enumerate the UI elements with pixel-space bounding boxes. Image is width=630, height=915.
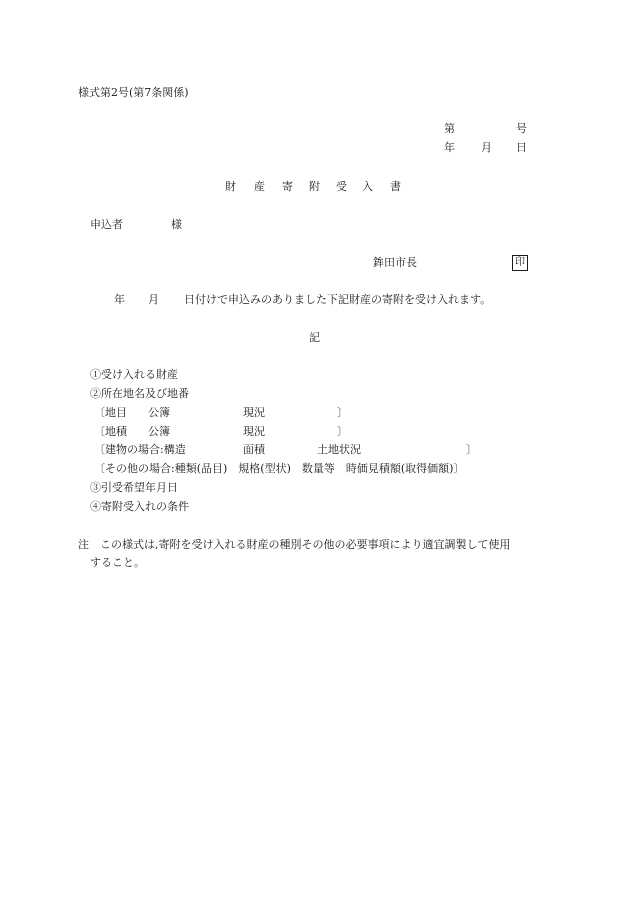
chiseki-kobo: 公簿 [148, 425, 170, 438]
number-go: 号 [516, 122, 527, 135]
note-line-1: 注 この様式は,寄附を受け入れる財産の種別その他の必要事項により適宜調製して使用 [78, 538, 511, 551]
chiseki-open: 〔地積 [94, 425, 127, 438]
tatemono-open: 〔建物の場合:構造 [94, 443, 186, 456]
title-char: 入 [362, 180, 373, 193]
chimoku-kobo: 公簿 [148, 406, 170, 419]
chimoku-genkyo: 現況 [243, 406, 265, 419]
tatemono-close: 〕 [466, 443, 477, 456]
item-4: ④寄附受入れの条件 [90, 500, 189, 513]
applicant-label: 申込者 [90, 218, 123, 231]
tatemono-menseki: 面積 [243, 443, 265, 456]
sonota-line: 〔その他の場合:種類(品目) 規格(型状) 数量等 時価見積額(取得価額)〕 [94, 462, 465, 475]
item-2: ②所在地名及び地番 [90, 387, 189, 400]
chimoku-close: 〕 [337, 406, 348, 419]
title-char: 書 [390, 180, 401, 193]
tatemono-tochi: 土地状況 [317, 443, 361, 456]
title-char: 財 [225, 180, 236, 193]
applicant-sama: 様 [171, 218, 182, 231]
date-month: 月 [481, 141, 492, 154]
date-day: 日 [516, 141, 527, 154]
body-month: 月 [148, 293, 159, 306]
item-1: ①受け入れる財産 [90, 368, 178, 381]
form-number-label: 様式第2号(第7条関係) [78, 86, 189, 99]
item-3: ③引受希望年月日 [90, 481, 178, 494]
title-char: 寄 [282, 180, 293, 193]
chiseki-genkyo: 現況 [243, 425, 265, 438]
seal-mark: 印 [512, 255, 528, 271]
title-char: 受 [336, 180, 347, 193]
title-char: 産 [254, 180, 265, 193]
mayor-label: 鉾田市長 [373, 256, 417, 269]
note-line-2: すること。 [90, 556, 145, 569]
title-char: 附 [309, 180, 320, 193]
body-text: 日付けで申込みのありました下記財産の寄附を受け入れます。 [184, 293, 492, 306]
ki-heading: 記 [309, 331, 320, 344]
date-year: 年 [444, 141, 455, 154]
number-dai: 第 [444, 122, 455, 135]
chiseki-close: 〕 [337, 425, 348, 438]
body-year: 年 [114, 293, 125, 306]
chimoku-open: 〔地目 [94, 406, 127, 419]
